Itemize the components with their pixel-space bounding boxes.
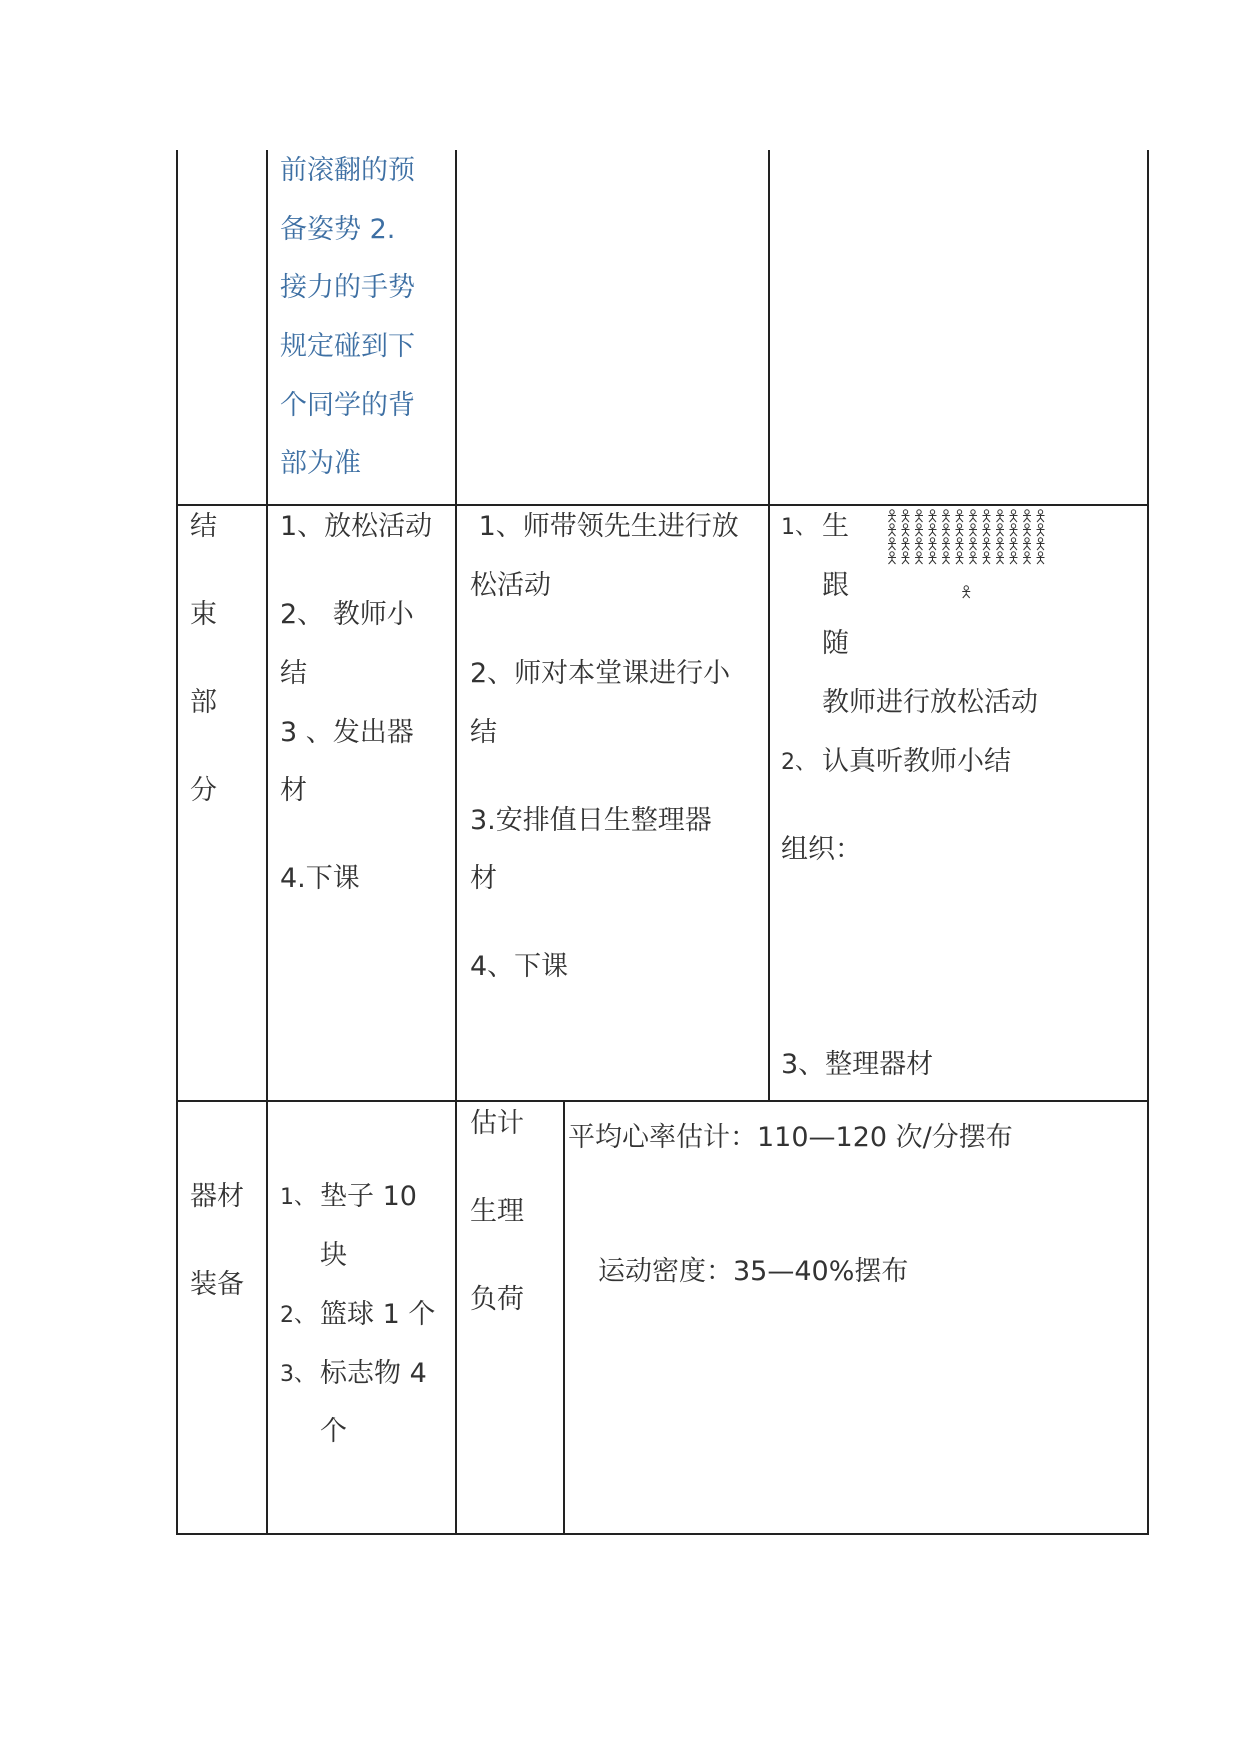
load-label-line: 负荷 — [470, 1284, 524, 1315]
student-figure — [1037, 510, 1045, 522]
student-char: 随 — [822, 628, 849, 659]
equip-num: 2、 — [280, 1303, 316, 1328]
content-line: 结 — [280, 658, 307, 689]
student-figure — [1037, 538, 1045, 550]
student-figure — [969, 510, 977, 522]
student-figure — [902, 524, 910, 536]
student-figure — [888, 524, 896, 536]
teacher-figure — [962, 586, 970, 598]
student-figure — [902, 510, 910, 522]
teacher-line: 4、下课 — [470, 951, 569, 982]
content-line: 材 — [280, 775, 307, 806]
section-label-char: 分 — [190, 775, 217, 806]
table-row-divider-1 — [176, 504, 1149, 506]
student-line: 认真听教师小结 — [822, 746, 1011, 777]
student-figure — [1010, 510, 1018, 522]
section-label-char: 结 — [190, 511, 217, 542]
student-figure — [942, 524, 950, 536]
student-figure — [1023, 510, 1031, 522]
cell-text-line: 规定碰到下 — [280, 331, 415, 362]
content-line: 4.下课 — [280, 863, 360, 894]
student-figure — [888, 510, 896, 522]
cell-text-line: 接力的手势 — [280, 272, 415, 303]
student-figure — [1023, 538, 1031, 550]
teacher-line: 松活动 — [470, 570, 551, 601]
student-figure — [983, 510, 991, 522]
teacher-line: 3.安排值日生整理器 — [470, 805, 712, 836]
equip-line: 篮球 1 个 — [320, 1299, 436, 1330]
section-label-char: 束 — [190, 599, 217, 630]
student-figure — [929, 552, 937, 564]
table-border-bottom — [176, 1533, 1149, 1535]
table-col-divider-3 — [768, 150, 770, 1101]
section-label-line: 装备 — [190, 1269, 244, 1300]
student-num: 2、 — [781, 750, 817, 775]
student-line: 教师进行放松活动 — [822, 687, 1038, 718]
table-col-divider-1 — [266, 150, 268, 1534]
section-label-line: 器材 — [190, 1181, 244, 1212]
content-line: 3 、发出器 — [280, 717, 414, 748]
student-figure — [996, 510, 1004, 522]
equip-line: 块 — [320, 1240, 347, 1271]
student-figure — [929, 524, 937, 536]
student-figure — [996, 538, 1004, 550]
content-line: 2、 教师小 — [280, 599, 414, 630]
student-figure — [983, 524, 991, 536]
student-figure — [902, 552, 910, 564]
student-figure — [888, 538, 896, 550]
table-border-left — [176, 150, 178, 1534]
teacher-line: 材 — [470, 863, 497, 894]
student-figure — [956, 538, 964, 550]
cell-text-line: 部为准 — [280, 448, 361, 479]
section-label-char: 部 — [190, 687, 217, 718]
cell-text-line: 个同学的背 — [280, 390, 415, 421]
student-figure — [996, 552, 1004, 564]
table-row-divider-2 — [176, 1100, 1149, 1102]
student-figure — [902, 538, 910, 550]
student-figure — [1023, 524, 1031, 536]
table-border-right — [1147, 150, 1149, 1534]
student-figure — [996, 524, 1004, 536]
exercise-density: 运动密度：35—40%摆布 — [598, 1256, 909, 1287]
student-figure — [915, 524, 923, 536]
student-figure — [969, 552, 977, 564]
student-char: 跟 — [822, 570, 849, 601]
table-col-divider-4 — [563, 1100, 565, 1534]
student-figure — [983, 552, 991, 564]
teacher-line: 2、师对本堂课进行小 — [470, 658, 731, 689]
student-figure — [929, 510, 937, 522]
student-figure — [888, 552, 896, 564]
student-figure — [956, 552, 964, 564]
teacher-line: 结 — [470, 717, 497, 748]
table-col-divider-2 — [455, 150, 457, 1534]
student-line: 3、整理器材 — [781, 1049, 934, 1080]
load-label-line: 生理 — [470, 1196, 524, 1227]
content-line: 1、放松活动 — [280, 511, 433, 542]
organization-label: 组织： — [781, 834, 862, 865]
student-figure — [1010, 524, 1018, 536]
student-figure — [983, 538, 991, 550]
student-figure — [942, 510, 950, 522]
student-figure — [915, 510, 923, 522]
student-figure — [969, 524, 977, 536]
student-figure — [1023, 552, 1031, 564]
student-figure — [942, 552, 950, 564]
student-figure — [1010, 552, 1018, 564]
load-label-line: 估计 — [470, 1108, 524, 1139]
equip-num: 3、 — [280, 1362, 316, 1387]
student-char: 生 — [822, 511, 849, 542]
cell-text-line: 前滚翻的预 — [280, 155, 415, 186]
student-figure — [915, 552, 923, 564]
equip-line: 个 — [320, 1416, 347, 1447]
student-num: 1、 — [781, 515, 817, 540]
student-figure — [1010, 538, 1018, 550]
equip-num: 1、 — [280, 1185, 316, 1210]
equip-line: 垫子 10 — [320, 1181, 417, 1212]
cell-text-line: 备姿势 2. — [280, 214, 396, 245]
heart-rate-estimate: 平均心率估计：110—120 次/分摆布 — [568, 1122, 1013, 1153]
student-figure — [969, 538, 977, 550]
equip-line: 标志物 4 — [320, 1358, 427, 1389]
student-figure — [942, 538, 950, 550]
student-figure — [1037, 524, 1045, 536]
teacher-line: 1、师带领先生进行放 — [470, 511, 739, 542]
student-figure — [915, 538, 923, 550]
student-figure — [929, 538, 937, 550]
student-figure — [956, 510, 964, 522]
formation-diagram — [888, 510, 1058, 620]
student-figure — [956, 524, 964, 536]
student-figure — [1037, 552, 1045, 564]
